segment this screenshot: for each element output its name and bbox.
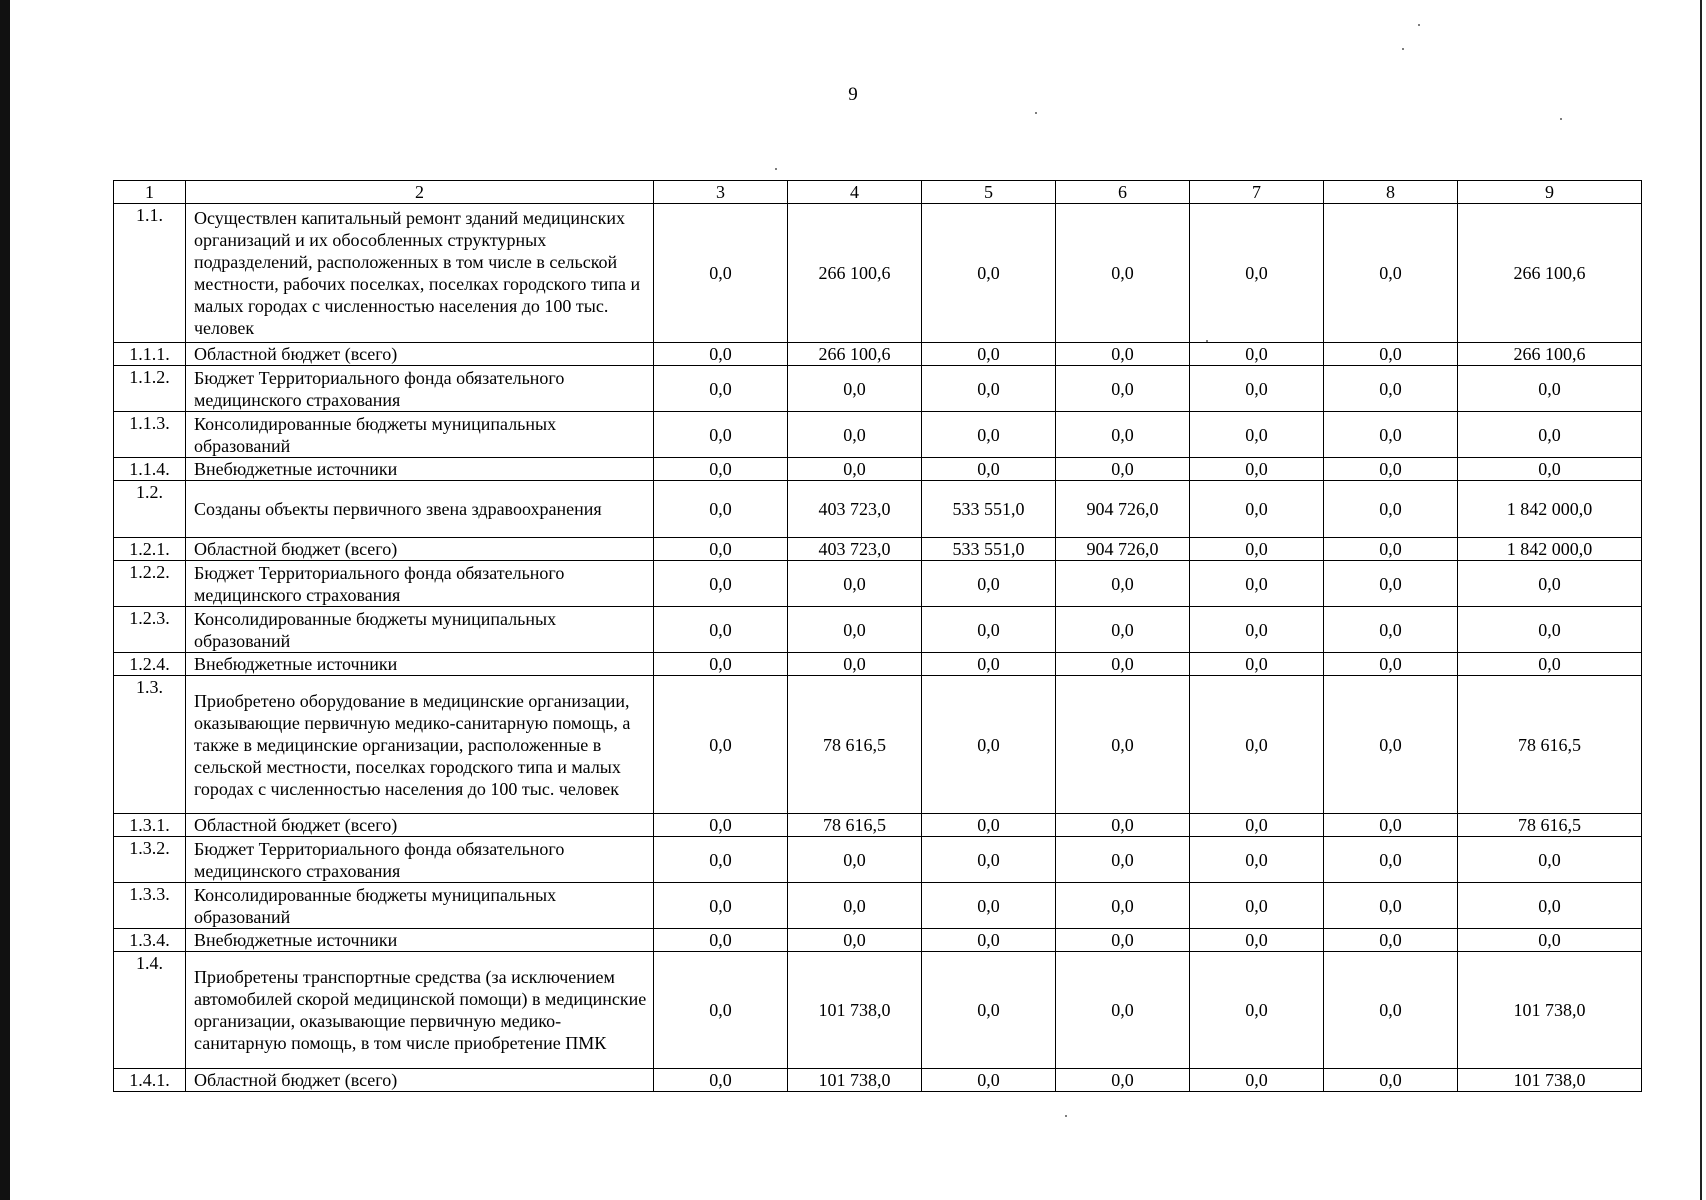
row-code: 1.3.3. — [114, 883, 186, 929]
value-cell: 0,0 — [1190, 412, 1324, 458]
value-cell: 0,0 — [922, 1069, 1056, 1092]
value-cell: 0,0 — [1056, 952, 1190, 1069]
value-cell: 0,0 — [654, 561, 788, 607]
value-cell: 0,0 — [1324, 837, 1458, 883]
value-cell: 0,0 — [1458, 412, 1642, 458]
value-cell: 0,0 — [788, 366, 922, 412]
row-code: 1.1.3. — [114, 412, 186, 458]
value-cell: 0,0 — [1324, 607, 1458, 653]
scan-right-edge — [1700, 0, 1702, 1200]
value-cell: 0,0 — [1324, 883, 1458, 929]
value-cell: 0,0 — [922, 676, 1056, 814]
row-name: Областной бюджет (всего) — [186, 814, 654, 837]
value-cell: 0,0 — [1190, 458, 1324, 481]
value-cell: 0,0 — [922, 412, 1056, 458]
value-cell: 0,0 — [788, 561, 922, 607]
table-header-row — [114, 181, 1642, 204]
value-cell: 0,0 — [654, 929, 788, 952]
value-cell: 0,0 — [654, 412, 788, 458]
scan-speck — [1035, 112, 1037, 114]
value-cell: 0,0 — [1458, 929, 1642, 952]
value-cell: 266 100,6 — [1458, 343, 1642, 366]
header-cell: 3 — [654, 181, 788, 204]
value-cell: 0,0 — [654, 952, 788, 1069]
value-cell: 0,0 — [654, 458, 788, 481]
row-name: Внебюджетные источники — [186, 653, 654, 676]
value-cell: 403 723,0 — [788, 481, 922, 538]
value-cell: 0,0 — [922, 837, 1056, 883]
value-cell: 0,0 — [1324, 653, 1458, 676]
row-name: Осуществлен капитальный ремонт зданий медицинских организаций и их обособленных структурных подразделений, расположенных в том числе в сельской местности, рабочих поселках, поселках городского типа и малых городах с численностью населения до 100 тыс. человек — [186, 204, 654, 343]
table-row — [114, 1069, 1642, 1092]
table-row — [114, 929, 1642, 952]
value-cell: 0,0 — [654, 814, 788, 837]
value-cell: 0,0 — [1190, 883, 1324, 929]
value-cell: 0,0 — [1458, 458, 1642, 481]
value-cell: 0,0 — [1056, 412, 1190, 458]
row-code: 1.2.4. — [114, 653, 186, 676]
value-cell: 0,0 — [922, 653, 1056, 676]
value-cell: 0,0 — [1056, 814, 1190, 837]
row-name: Приобретены транспортные средства (за исключением автомобилей скорой медицинской помощи) в медицинские организации, оказывающие первичную медико-санитарную помощь, в том числе приобретение ПМК — [186, 952, 654, 1069]
value-cell: 101 738,0 — [1458, 1069, 1642, 1092]
value-cell: 0,0 — [1190, 1069, 1324, 1092]
value-cell: 0,0 — [922, 929, 1056, 952]
value-cell: 0,0 — [654, 538, 788, 561]
header-cell: 2 — [186, 181, 654, 204]
table-body — [114, 204, 1642, 1092]
value-cell: 0,0 — [1056, 607, 1190, 653]
value-cell: 266 100,6 — [788, 204, 922, 343]
table-row — [114, 607, 1642, 653]
row-name: Областной бюджет (всего) — [186, 1069, 654, 1092]
value-cell: 0,0 — [654, 204, 788, 343]
table-row — [114, 412, 1642, 458]
row-code: 1.3.2. — [114, 837, 186, 883]
row-code: 1.4. — [114, 952, 186, 1069]
header-cell: 8 — [1324, 181, 1458, 204]
value-cell: 0,0 — [1458, 366, 1642, 412]
row-name: Внебюджетные источники — [186, 929, 654, 952]
value-cell: 0,0 — [654, 366, 788, 412]
table-row — [114, 814, 1642, 837]
value-cell: 0,0 — [1324, 458, 1458, 481]
value-cell: 0,0 — [1324, 814, 1458, 837]
value-cell: 0,0 — [1458, 561, 1642, 607]
value-cell: 0,0 — [788, 458, 922, 481]
header-cell: 1 — [114, 181, 186, 204]
value-cell: 0,0 — [922, 814, 1056, 837]
value-cell: 0,0 — [922, 204, 1056, 343]
value-cell: 0,0 — [1324, 343, 1458, 366]
scan-speck — [1418, 24, 1420, 26]
value-cell: 0,0 — [1190, 929, 1324, 952]
row-code: 1.2.2. — [114, 561, 186, 607]
value-cell: 0,0 — [1056, 458, 1190, 481]
value-cell: 0,0 — [1056, 366, 1190, 412]
row-code: 1.2.1. — [114, 538, 186, 561]
row-code: 1.2. — [114, 481, 186, 538]
value-cell: 0,0 — [1056, 561, 1190, 607]
table-row — [114, 481, 1642, 538]
value-cell: 533 551,0 — [922, 481, 1056, 538]
row-code: 1.4.1. — [114, 1069, 186, 1092]
value-cell: 0,0 — [654, 883, 788, 929]
table-row — [114, 883, 1642, 929]
value-cell: 0,0 — [1324, 561, 1458, 607]
value-cell: 0,0 — [1190, 561, 1324, 607]
value-cell: 0,0 — [1458, 883, 1642, 929]
row-name: Областной бюджет (всего) — [186, 343, 654, 366]
value-cell: 0,0 — [1190, 204, 1324, 343]
value-cell: 0,0 — [922, 952, 1056, 1069]
value-cell: 0,0 — [1458, 837, 1642, 883]
value-cell: 266 100,6 — [1458, 204, 1642, 343]
value-cell: 78 616,5 — [1458, 814, 1642, 837]
table-row — [114, 952, 1642, 1069]
value-cell: 266 100,6 — [788, 343, 922, 366]
table-row — [114, 343, 1642, 366]
value-cell: 0,0 — [1190, 343, 1324, 366]
value-cell: 0,0 — [1324, 204, 1458, 343]
value-cell: 0,0 — [1056, 204, 1190, 343]
scan-speck — [1206, 340, 1208, 342]
page-number: 9 — [848, 84, 858, 105]
value-cell: 0,0 — [1056, 837, 1190, 883]
table-row — [114, 458, 1642, 481]
row-name: Областной бюджет (всего) — [186, 538, 654, 561]
value-cell: 904 726,0 — [1056, 538, 1190, 561]
value-cell: 1 842 000,0 — [1458, 538, 1642, 561]
value-cell: 0,0 — [654, 343, 788, 366]
value-cell: 0,0 — [1056, 883, 1190, 929]
table-row — [114, 653, 1642, 676]
row-code: 1.1.1. — [114, 343, 186, 366]
header-cell: 6 — [1056, 181, 1190, 204]
value-cell: 0,0 — [1324, 676, 1458, 814]
value-cell: 0,0 — [922, 458, 1056, 481]
value-cell: 0,0 — [1056, 343, 1190, 366]
value-cell: 0,0 — [1190, 814, 1324, 837]
value-cell: 0,0 — [922, 366, 1056, 412]
value-cell: 904 726,0 — [1056, 481, 1190, 538]
value-cell: 0,0 — [1324, 366, 1458, 412]
value-cell: 0,0 — [654, 837, 788, 883]
row-code: 1.1. — [114, 204, 186, 343]
value-cell: 0,0 — [788, 929, 922, 952]
value-cell: 0,0 — [654, 607, 788, 653]
value-cell: 0,0 — [654, 481, 788, 538]
row-code: 1.2.3. — [114, 607, 186, 653]
value-cell: 0,0 — [922, 607, 1056, 653]
row-name: Консолидированные бюджеты муниципальных образований — [186, 607, 654, 653]
value-cell: 0,0 — [1324, 1069, 1458, 1092]
value-cell: 0,0 — [1190, 366, 1324, 412]
header-cell: 4 — [788, 181, 922, 204]
row-name: Внебюджетные источники — [186, 458, 654, 481]
value-cell: 0,0 — [1056, 653, 1190, 676]
value-cell: 0,0 — [788, 653, 922, 676]
value-cell: 0,0 — [1190, 538, 1324, 561]
row-name: Приобретено оборудование в медицинские организации, оказывающие первичную медико-санитарную помощь, а также в медицинские организации, расположенные в сельской местности, поселках городского типа и малых городах с численностью населения до 100 тыс. человек — [186, 676, 654, 814]
scan-speck — [1065, 1115, 1067, 1117]
table-row — [114, 837, 1642, 883]
value-cell: 0,0 — [788, 607, 922, 653]
header-cell: 5 — [922, 181, 1056, 204]
value-cell: 0,0 — [922, 561, 1056, 607]
value-cell: 0,0 — [1324, 538, 1458, 561]
row-name: Бюджет Территориального фонда обязательного медицинского страхования — [186, 366, 654, 412]
value-cell: 0,0 — [1324, 952, 1458, 1069]
value-cell: 0,0 — [788, 412, 922, 458]
row-name: Консолидированные бюджеты муниципальных образований — [186, 412, 654, 458]
table-row — [114, 538, 1642, 561]
header-cell: 9 — [1458, 181, 1642, 204]
value-cell: 0,0 — [654, 676, 788, 814]
value-cell: 0,0 — [788, 837, 922, 883]
value-cell: 78 616,5 — [788, 814, 922, 837]
value-cell: 0,0 — [1324, 412, 1458, 458]
value-cell: 0,0 — [1056, 676, 1190, 814]
value-cell: 533 551,0 — [922, 538, 1056, 561]
value-cell: 0,0 — [1056, 1069, 1190, 1092]
row-code: 1.3. — [114, 676, 186, 814]
table-row — [114, 204, 1642, 343]
scan-speck — [1560, 118, 1562, 120]
value-cell: 78 616,5 — [788, 676, 922, 814]
financing-table — [113, 180, 1642, 1092]
row-name: Бюджет Территориального фонда обязательного медицинского страхования — [186, 561, 654, 607]
value-cell: 0,0 — [1190, 837, 1324, 883]
scan-left-edge — [0, 0, 10, 1200]
row-code: 1.1.2. — [114, 366, 186, 412]
table-row — [114, 366, 1642, 412]
value-cell: 0,0 — [1190, 607, 1324, 653]
value-cell: 0,0 — [1190, 676, 1324, 814]
value-cell: 0,0 — [1190, 952, 1324, 1069]
value-cell: 0,0 — [922, 343, 1056, 366]
value-cell: 0,0 — [1056, 929, 1190, 952]
value-cell: 0,0 — [922, 883, 1056, 929]
value-cell: 0,0 — [1458, 607, 1642, 653]
value-cell: 78 616,5 — [1458, 676, 1642, 814]
header-cell: 7 — [1190, 181, 1324, 204]
table-row — [114, 561, 1642, 607]
row-name: Бюджет Территориального фонда обязательного медицинского страхования — [186, 837, 654, 883]
value-cell: 0,0 — [654, 1069, 788, 1092]
value-cell: 101 738,0 — [788, 1069, 922, 1092]
table-row — [114, 676, 1642, 814]
row-code: 1.3.4. — [114, 929, 186, 952]
value-cell: 403 723,0 — [788, 538, 922, 561]
value-cell: 101 738,0 — [1458, 952, 1642, 1069]
row-name: Созданы объекты первичного звена здравоохранения — [186, 481, 654, 538]
value-cell: 0,0 — [1190, 653, 1324, 676]
value-cell: 0,0 — [1458, 653, 1642, 676]
scan-speck — [1402, 48, 1404, 50]
value-cell: 0,0 — [788, 883, 922, 929]
value-cell: 0,0 — [654, 653, 788, 676]
value-cell: 0,0 — [1190, 481, 1324, 538]
value-cell: 0,0 — [1324, 481, 1458, 538]
value-cell: 1 842 000,0 — [1458, 481, 1642, 538]
value-cell: 0,0 — [1324, 929, 1458, 952]
row-code: 1.3.1. — [114, 814, 186, 837]
scan-speck — [775, 168, 777, 170]
row-name: Консолидированные бюджеты муниципальных образований — [186, 883, 654, 929]
row-code: 1.1.4. — [114, 458, 186, 481]
value-cell: 101 738,0 — [788, 952, 922, 1069]
